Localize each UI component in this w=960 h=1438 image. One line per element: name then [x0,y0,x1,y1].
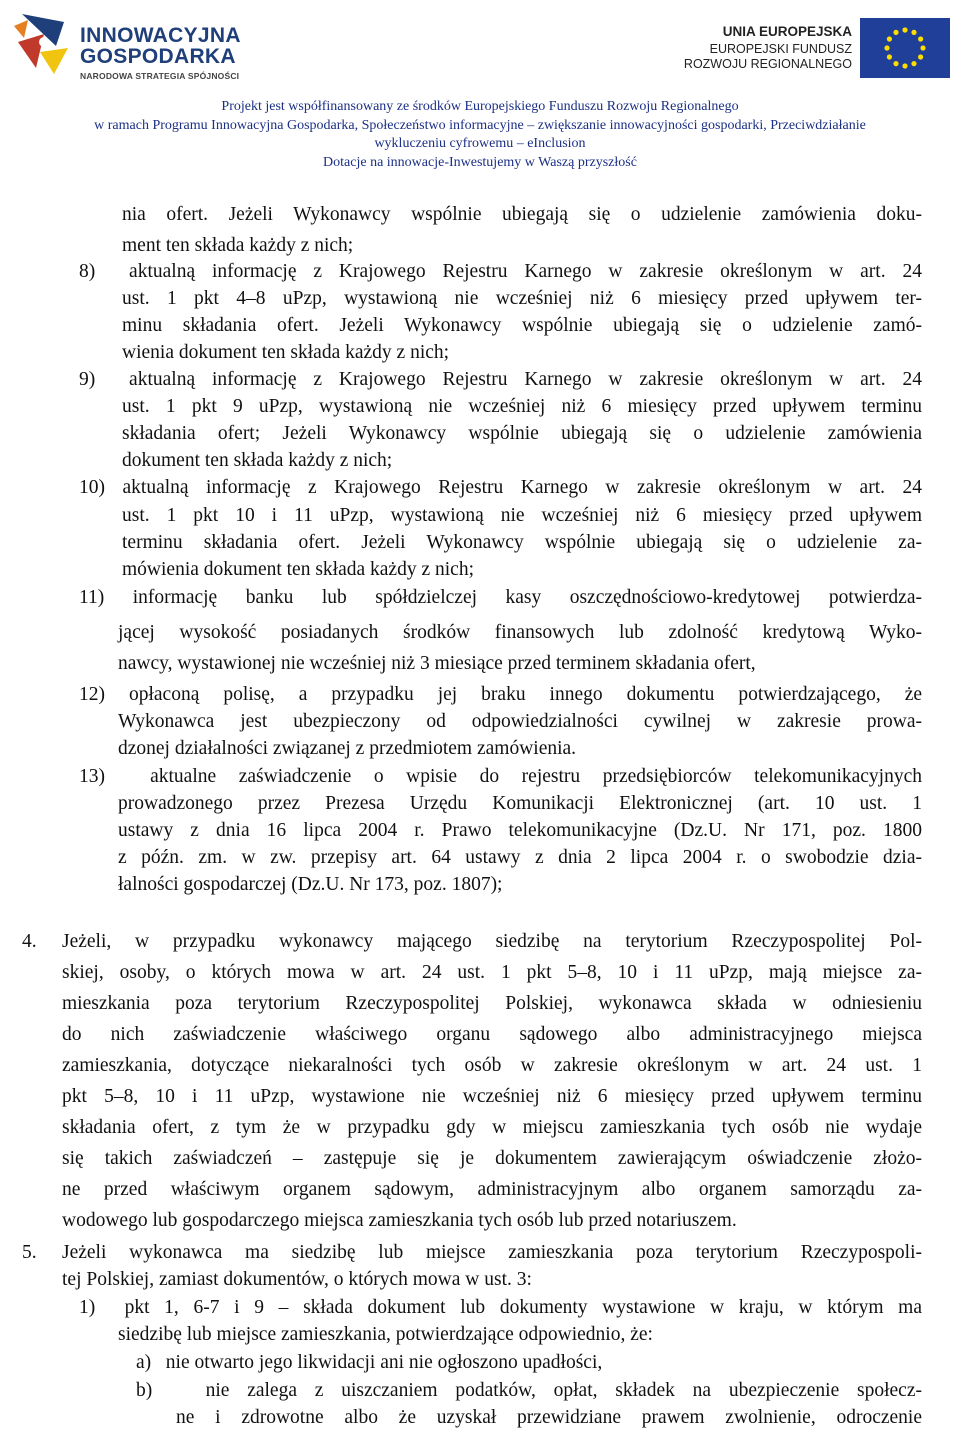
eu-logo-line1: UNIA EUROPEJSKA [722,24,852,39]
eu-logo-line2: EUROPEJSKI FUNDUSZ [709,42,852,56]
text-line: jącej wysokość posiadanych środków finansowych lub zdolność kredytową Wyko- [118,622,922,643]
text-line: Wykonawca jest ubezpieczony od odpowiedzialności cywilnej w zakresie prowa- [118,711,922,732]
text-line: łalności gospodarczej (Dz.U. Nr 173, poz. 1807); [118,874,503,895]
section-4-line: zamieszkania, dotyczące niekaralności tych osób w zakresie określonym w art. 24 ust. 1 [62,1055,922,1076]
section-4-line: się takich zaświadczeń – zastępuje się je dokumentem zawierającym oświadczenie złożo- [62,1148,922,1169]
list-item-11: 11) informację banku lub spółdzielczej kasy oszczędnościowo-kredytowej potwierdza- [79,587,922,608]
text-line: ustawy z dnia 16 lipca 2004 r. Prawo telekomunikacyjne (Dz.U. Nr 171, poz. 1800 [118,820,922,841]
logo-text-gospodarka: GOSPODARKA [80,45,236,68]
text-line: ust. 1 pkt 10 i 11 uPzp, wystawioną nie wcześniej niż 6 miesięcy przed upływem [122,505,922,526]
list-item-8: 8) aktualną informację z Krajowego Rejestru Karnego w zakresie określonym w art. 24 [79,261,922,282]
text-line: nia ofert. Jeżeli Wykonawcy wspólnie ubiegają się o udzielenie zamówienia doku- [122,204,922,225]
section-4-line: wodowego lub gospodarczego miejsca zamieszkania tych osób lub przed notariuszem. [62,1210,737,1231]
logo-text-innowacyjna: INNOWACYJNA [80,24,241,47]
funding-line-2: w ramach Programu Innowacyjna Gospodarka, Społeczeństwo informacyjne – zwiększanie innowacyjności gospodarki, Przeciwdziałanie [94,117,866,133]
text-line: terminu składania ofert. Jeżeli Wykonawcy wspólnie ubiegają się o udzielenie za- [122,532,922,553]
text-line: ne i zdrowotne albo że uzyskał przewidziane prawem zwolnienie, odroczenie [176,1407,922,1428]
funding-notice [0,98,960,172]
text-line: ust. 1 pkt 4–8 uPzp, wystawioną nie wcześniej niż 6 miesięcy przed upływem ter- [122,288,922,309]
text-line: z późn. zm. w zw. przepisy art. 64 ustawy z dnia 2 lipca 2004 r. o swobodzie dzia- [118,847,922,868]
text-line: prowadzonego przez Prezesa Urzędu Komunikacji Elektronicznej (art. 10 ust. 1 [118,793,922,814]
section-4-line: mieszkania poza terytorium Rzeczypospolitej Polskiej, wykonawca składa w odniesieniu [62,993,922,1014]
text-line: siedzibę lub miejsce zamieszkania, potwierdzające odpowiednio, że: [118,1324,653,1345]
logo-text-strategy: NARODOWA STRATEGIA SPÓJNOŚCI [80,71,240,81]
section-number-5: 5. [22,1242,37,1263]
innowacyjna-gospodarka-mark-icon [14,12,70,76]
page-header [0,0,960,180]
eu-flag-icon [860,18,950,78]
section-5-line: tej Polskiej, zamiast dokumentów, o których mowa w ust. 3: [62,1269,532,1290]
text-line: wienia dokument ten składa każdy z nich; [122,342,450,363]
section-4-line: skiej, osoby, o których mowa w art. 24 ust. 1 pkt 5–8, 10 i 11 uPzp, mają miejsce za- [62,962,922,983]
list-item-9: 9) aktualną informację z Krajowego Rejestru Karnego w zakresie określonym w art. 24 [79,369,922,390]
list-item-13: 13) aktualne zaświadczenie o wpisie do rejestru przedsiębiorców telekomunikacyjnych [79,766,922,787]
text-line: mówienia dokument ten składa każdy z nich; [122,559,474,580]
innowacyjna-gospodarka-logo [14,12,274,82]
section-4-line: do nich zaświadczenie właściwego organu sądowego albo administracyjnego miejsca [62,1024,922,1045]
funding-line-4: Dotacje na innowacje-Inwestujemy w Waszą przyszłość [323,154,637,170]
section-4-line: składania ofert, z tym że w przypadku gdy w miejscu zamieszkania tych osób nie wydaje [62,1117,922,1138]
section-4-line: pkt 5–8, 10 i 11 uPzp, wystawione nie wcześniej niż 6 miesięcy przed upływem terminu [62,1086,922,1107]
list-item-a: a) nie otwarto jego likwidacji ani nie ogłoszono upadłości, [136,1352,603,1373]
text-line: nawcy, wystawionej nie wcześniej niż 3 miesiące przed terminem składania ofert, [118,653,756,674]
section-number-4: 4. [22,931,37,952]
text-line: ment ten składa każdy z nich; [122,235,354,256]
text-line: składania ofert; Jeżeli Wykonawcy wspólnie ubiegają się o udzielenie zamówienia [122,423,922,444]
section-5-line: Jeżeli wykonawca ma siedzibę lub miejsce zamieszkania poza terytorium Rzeczypospoli- [62,1242,922,1263]
text-line: minu składania ofert. Jeżeli Wykonawcy wspólnie ubiegają się o udzielenie zamó- [122,315,922,336]
list-item-b: b) nie zalega z uiszczaniem podatków, opłat, składek na ubezpieczenie społecz- [136,1380,922,1401]
list-item-12: 12) opłaconą polisę, a przypadku jej braku innego dokumentu potwierdzającego, że [79,684,922,705]
list-item-1: 1) pkt 1, 6-7 i 9 – składa dokument lub dokumenty wystawione w kraju, w którym ma [79,1297,922,1318]
funding-line-1: Projekt jest współfinansowany ze środków Europejskiego Funduszu Rozwoju Regionalnego [221,99,739,114]
section-4-line: Jeżeli, w przypadku wykonawcy mającego siedzibę na terytorium Rzeczypospolitej Pol- [62,931,922,952]
eu-logo [683,14,950,78]
eu-logo-line3: ROZWOJU REGIONALNEGO [683,57,852,71]
list-item-10: 10) aktualną informację z Krajowego Rejestru Karnego w zakresie określonym w art. 24 [79,477,922,498]
text-line: dzonej działalności związanej z przedmiotem zamówienia. [118,738,577,759]
section-4-line: ne przed właściwym organem sądowym, administracyjnym albo organem samorządu za- [62,1179,922,1200]
text-line: dokument ten składa każdy z nich; [122,450,393,471]
funding-line-3: wykluczeniu cyfrowemu – eInclusion [374,136,586,151]
text-line: ust. 1 pkt 9 uPzp, wystawioną nie wcześniej niż 6 miesięcy przed upływem terminu [122,396,922,417]
